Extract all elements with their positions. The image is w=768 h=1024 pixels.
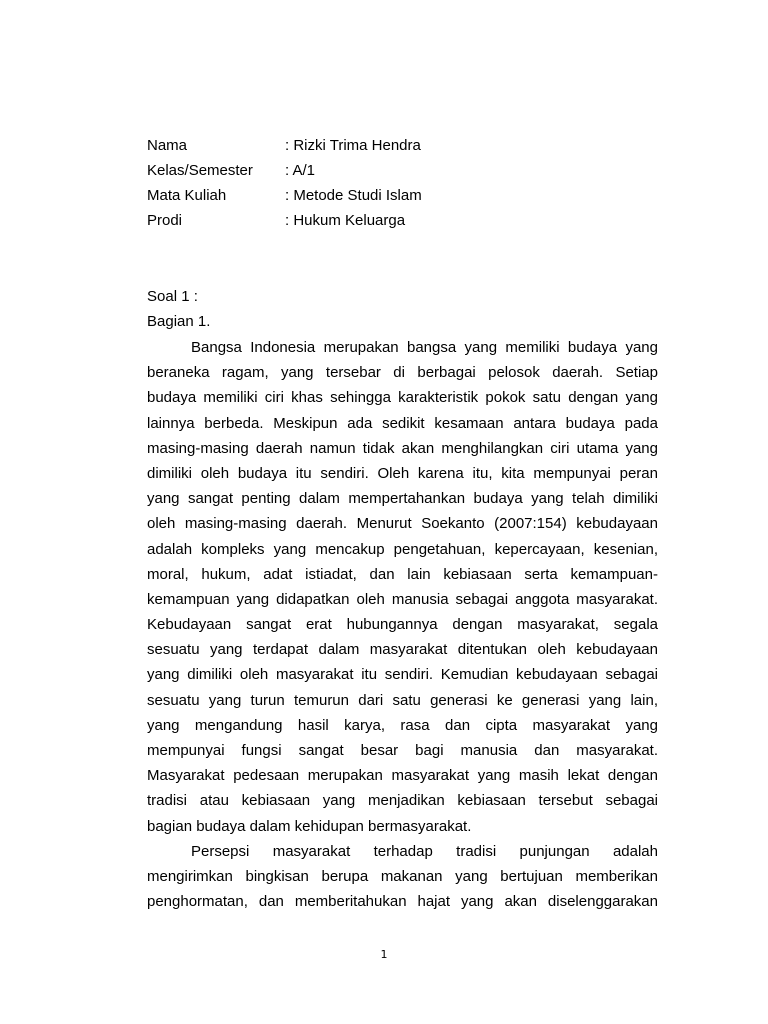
text-line: Persepsi masyarakat terhadap tradisi punjungan adalah [191, 842, 658, 860]
identity-block [147, 136, 667, 236]
identity-value: : Hukum Keluarga [285, 212, 406, 229]
text-line: bagian budaya dalam kehidupan bermasyarakat. [147, 817, 472, 835]
text-line: Masyarakat pedesaan merupakan masyarakat yang masih lekat dengan [147, 767, 658, 785]
identity-row-class [147, 161, 667, 186]
text-line: Kebudayaan sangat erat hubungannya dengan masyarakat, segala [147, 616, 658, 634]
text-line: budaya memiliki ciri khas sehingga karakteristik pokok satu dengan yang [147, 389, 658, 407]
text-line: sesuatu yang turun temurun dari satu generasi ke generasi yang lain, [147, 691, 658, 709]
text-line: yang dimiliki oleh masyarakat itu sendiri. Kemudian kebudayaan sebagai [147, 666, 658, 684]
text-line: lainnya berbeda. Meskipun ada sedikit kesamaan antara budaya pada [147, 414, 658, 432]
identity-label: Prodi [147, 212, 183, 229]
text-line: masing-masing daerah namun tidak akan menghilangkan ciri utama yang [147, 439, 658, 457]
body-text [147, 337, 658, 918]
text-line: mempunyai fungsi sangat besar bagi manusia dan masyarakat. [147, 742, 658, 759]
question-heading: Soal 1 : [147, 288, 198, 305]
identity-value: : Rizki Trima Hendra [285, 137, 421, 154]
section-heading: Bagian 1. [147, 313, 211, 330]
text-line: yang sangat penting dalam mempertahankan budaya yang telah dimiliki [147, 490, 658, 508]
text-line: yang mengandung hasil karya, rasa dan cipta masyarakat yang [147, 716, 658, 734]
text-line: dimiliki oleh budaya itu sendiri. Oleh karena itu, kita mempunyai peran [147, 464, 658, 482]
identity-value: : A/1 [285, 162, 316, 179]
text-line: penghormatan, dan memberitahukan hajat yang akan diselenggarakan [147, 893, 658, 911]
text-line: Bangsa Indonesia merupakan bangsa yang memiliki budaya yang [191, 339, 658, 356]
text-line: moral, hukum, adat istiadat, dan lain kebiasaan serta kemampuan- [147, 565, 658, 583]
text-line: adalah kompleks yang mencakup pengetahuan, kepercayaan, kesenian, [147, 540, 658, 558]
text-line: tradisi atau kebiasaan yang menjadikan kebiasaan tersebut sebagai [147, 792, 658, 810]
identity-value: : Metode Studi Islam [285, 187, 422, 204]
text-line: beraneka ragam, yang tersebar di berbagai pelosok daerah. Setiap [147, 364, 658, 382]
identity-label: Mata Kuliah [147, 187, 227, 204]
text-line: sesuatu yang terdapat dalam masyarakat ditentukan oleh kebudayaan [147, 641, 658, 659]
identity-row-course [147, 186, 667, 211]
identity-row-name [147, 136, 667, 161]
text-line: oleh masing-masing daerah. Menurut Soekanto (2007:154) kebudayaan [147, 515, 658, 533]
identity-label: Nama [147, 137, 188, 154]
identity-label: Kelas/Semester [147, 162, 253, 179]
text-line: mengirimkan bingkisan berupa makanan yang bertujuan memberikan [147, 867, 658, 885]
text-line: kemampuan yang didapatkan oleh manusia sebagai anggota masyarakat. [147, 590, 658, 608]
identity-row-program [147, 211, 667, 236]
page-number: 1 [380, 948, 388, 961]
